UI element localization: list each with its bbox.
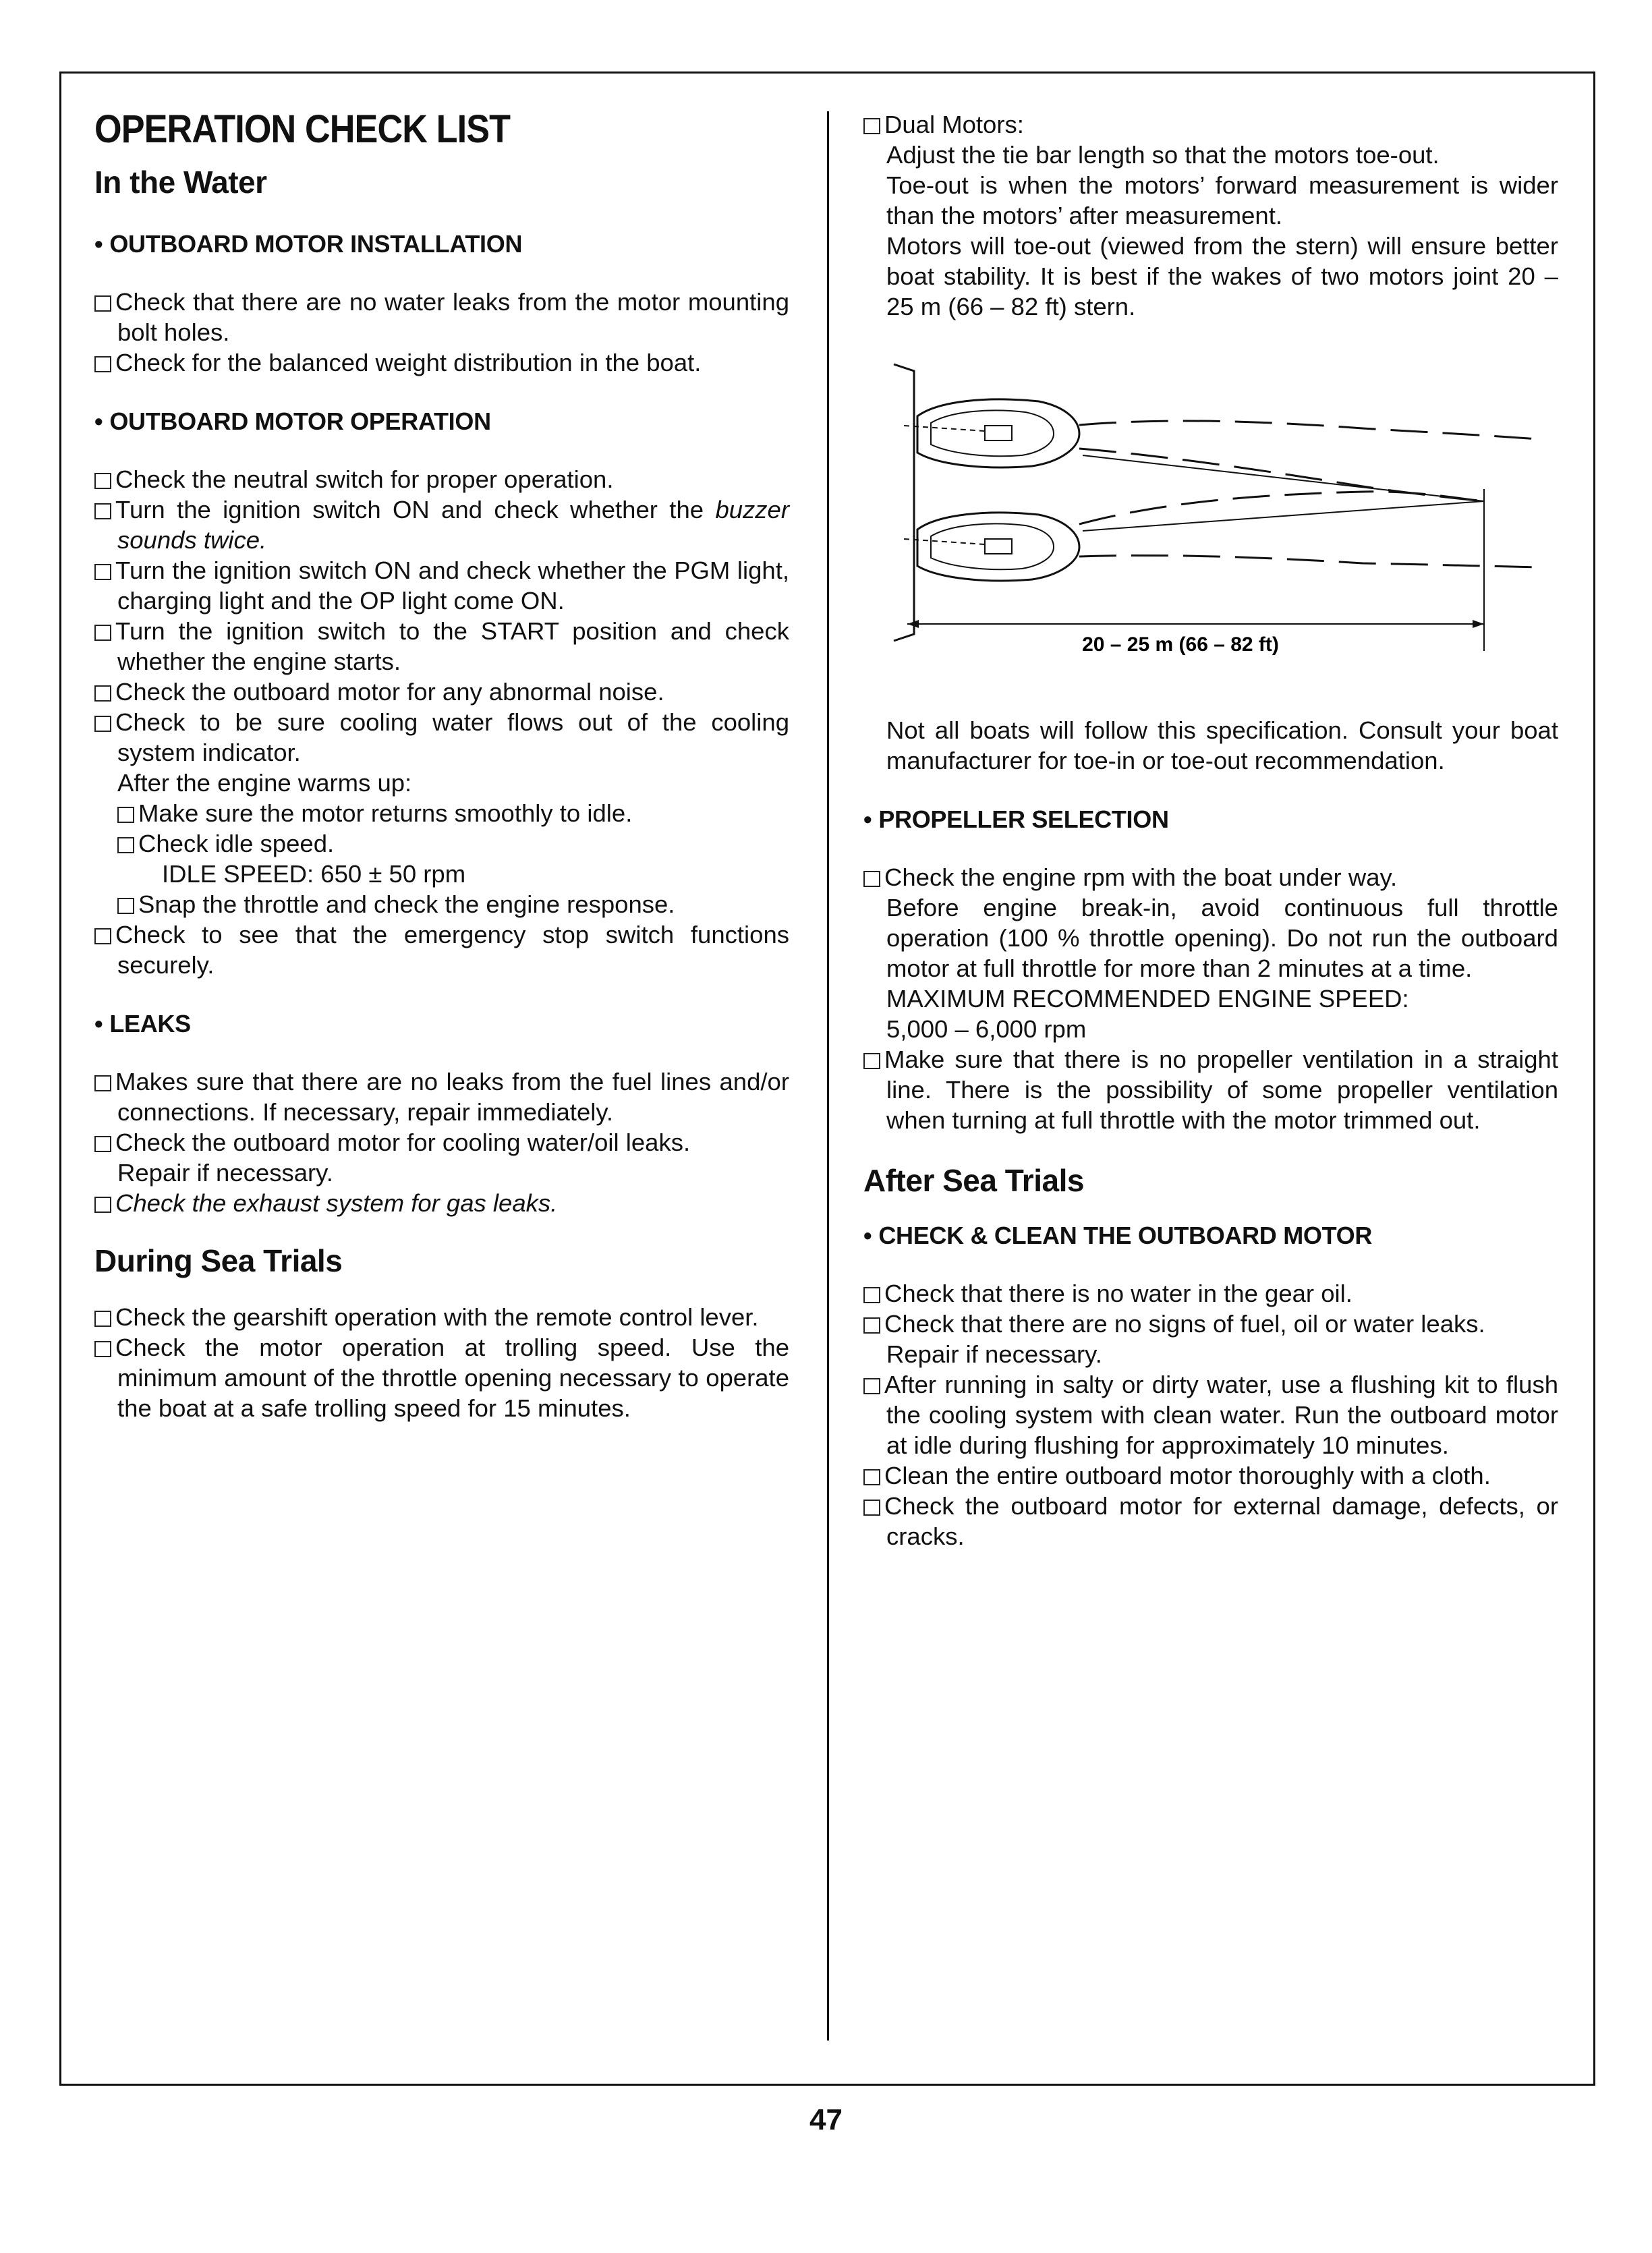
checklist-item — [94, 1188, 789, 1218]
subhead-installation — [94, 230, 789, 258]
checkbox-icon — [94, 1075, 111, 1091]
convergence-line-upper — [1083, 455, 1484, 501]
checklist-item — [94, 347, 789, 378]
column-divider — [827, 111, 829, 2041]
max-speed-label: MAXIMUM RECOMMENDED ENGINE SPEED: — [886, 985, 1409, 1013]
page-title: OPERATION CHECK LIST — [94, 107, 511, 151]
heading-after-sea-trials: After Sea Trials — [863, 1163, 1084, 1198]
arrowhead-right-icon — [1473, 620, 1484, 628]
subhead-propeller — [863, 805, 1558, 834]
subhead-installation-label: OUTBOARD MOTOR INSTALLATION — [109, 230, 523, 258]
bullet-icon: • — [863, 805, 872, 833]
checkbox-icon — [94, 564, 111, 580]
checklist-item-text: Turn the ignition switch ON and check whether the — [115, 496, 704, 523]
checkbox-icon — [94, 1311, 111, 1327]
checklist-item-text: Turn the ignition switch ON and check whether the PGM light, charging light and the OP light come ON. — [115, 557, 789, 615]
heading-during-sea-trials: During Sea Trials — [94, 1243, 343, 1278]
lower-wake-outer — [1079, 555, 1538, 567]
checkbox-icon — [117, 898, 134, 914]
checklist-item-text: Check the gearshift operation with the remote control lever. — [115, 1303, 759, 1331]
checklist-item — [863, 1460, 1558, 1491]
checklist-item-text: Dual Motors: — [884, 111, 1024, 138]
checklist-item — [94, 919, 789, 980]
checkbox-icon — [117, 807, 134, 823]
checklist-item-text: Check the outboard motor for cooling water/oil leaks. — [115, 1129, 691, 1156]
lower-motor-icon — [904, 513, 1079, 581]
checklist-item — [94, 616, 789, 677]
checkbox-icon — [94, 625, 111, 641]
checkbox-icon — [94, 473, 111, 489]
checklist-item-dual-motors — [863, 109, 1558, 140]
checklist-item — [863, 1491, 1558, 1551]
dual-motors-line: Toe-out is when the motors’ forward measurement is wider than the motors’ after measurement. — [886, 171, 1558, 229]
max-speed-value: 5,000 – 6,000 rpm — [886, 1015, 1087, 1043]
dual-motors-line: Motors will toe-out (viewed from the stern) will ensure better boat stability. It is best if the wakes of two motors joint 20 – 25 m (66 – 82 ft) stern. — [886, 232, 1558, 320]
lower-wake-inner — [1079, 492, 1484, 524]
checklist-item-text: Check that there are no signs of fuel, oil or water leaks. — [884, 1310, 1485, 1338]
checkbox-icon — [94, 1197, 111, 1213]
bullet-icon: • — [863, 1222, 872, 1249]
propeller-break-in-note: Before engine break-in, avoid continuous full throttle operation (100 % throttle opening). Do not run the outboard motor at full throttle for more than 2 minutes at a time. — [886, 894, 1558, 982]
checklist-item — [863, 1309, 1558, 1339]
checklist-subitem — [94, 889, 789, 919]
checklist-item-text: Turn the ignition switch to the START position and check whether the engine starts. — [115, 617, 789, 675]
checklist-item-text: Check the outboard motor for external damage, defects, or cracks. — [884, 1492, 1558, 1550]
subhead-check-clean — [863, 1222, 1558, 1250]
checklist-item — [94, 1066, 789, 1127]
checklist-item — [94, 287, 789, 347]
checklist-item-text: Check to be sure cooling water flows out of the cooling system indicator. — [115, 708, 789, 766]
checkbox-icon — [94, 356, 111, 372]
checkbox-icon — [94, 928, 111, 944]
subhead-propeller-label: PROPELLER SELECTION — [878, 805, 1169, 833]
checklist-item — [94, 677, 789, 707]
upper-motor-icon — [904, 399, 1079, 467]
distance-label: 20 – 25 m (66 – 82 ft) — [1082, 633, 1279, 656]
checklist-item — [94, 464, 789, 494]
checklist-item-text: After running in salty or dirty water, use a flushing kit to flush the cooling system with clean water. Run the outboard motor at idle during flushing for approximately 10 minutes. — [884, 1371, 1558, 1459]
checklist-item — [863, 1044, 1558, 1135]
checklist-item-text: Check the motor operation at trolling speed. Use the minimum amount of the throttle opening necessary to operate the boat at a safe trolling speed for 15 minutes. — [115, 1334, 789, 1422]
bullet-icon: • — [94, 1010, 103, 1037]
heading-in-the-water: In the Water — [94, 165, 267, 200]
subhead-check-clean-label: CHECK & CLEAN THE OUTBOARD MOTOR — [878, 1222, 1373, 1249]
checklist-item-text: Check idle speed. — [138, 830, 335, 857]
right-column-lower — [863, 715, 1558, 1551]
warm-up-intro: After the engine warms up: — [117, 769, 412, 797]
checkbox-icon — [863, 1317, 880, 1334]
checklist-item-text: Check for the balanced weight distribution in the boat. — [115, 349, 702, 376]
checklist-item — [94, 555, 789, 616]
checkbox-icon — [863, 1287, 880, 1303]
checkbox-icon — [863, 1500, 880, 1516]
checklist-item-text: Make sure the motor returns smoothly to idle. — [138, 799, 633, 827]
checkbox-icon — [863, 1469, 880, 1485]
checkbox-icon — [94, 716, 111, 732]
checklist-item-continuation: Repair if necessary. — [117, 1159, 333, 1187]
idle-speed-spec: IDLE SPEED: 650 ± 50 rpm — [162, 860, 466, 888]
checklist-item-text: Make sure that there is no propeller ventilation in a straight line. There is the possibility of some propeller ventilation when turning at full throttle with the motor trimmed out. — [884, 1046, 1558, 1134]
subhead-operation — [94, 407, 789, 436]
checklist-item — [863, 1369, 1558, 1460]
checkbox-icon — [94, 1136, 111, 1152]
checklist-item — [94, 707, 789, 768]
checklist-subitem — [94, 828, 789, 859]
checklist-item — [94, 1332, 789, 1423]
transom-outline — [894, 364, 914, 641]
checklist-item-text: Check to see that the emergency stop switch functions securely. — [115, 921, 789, 979]
checklist-item-text: Check that there are no water leaks from the motor mounting bolt holes. — [115, 288, 789, 346]
checklist-item — [94, 1302, 789, 1332]
bullet-icon: • — [94, 230, 103, 258]
checklist-item-text: Clean the entire outboard motor thoroughly with a cloth. — [884, 1462, 1491, 1489]
checkbox-icon — [863, 1053, 880, 1069]
checklist-item — [863, 862, 1558, 892]
toe-note: Not all boats will follow this specification. Consult your boat manufacturer for toe-in or toe-out recommendation. — [886, 716, 1558, 774]
checkbox-icon — [94, 685, 111, 702]
checklist-item-text: Makes sure that there are no leaks from the fuel lines and/or connections. If necessary, repair immediately. — [115, 1068, 789, 1126]
checkbox-icon — [94, 295, 111, 312]
checkbox-icon — [94, 1341, 111, 1357]
toe-out-diagram — [877, 354, 1551, 671]
subhead-operation-label: OUTBOARD MOTOR OPERATION — [109, 407, 491, 435]
checklist-item-text: Check the neutral switch for proper operation. — [115, 465, 614, 493]
checkbox-icon — [117, 837, 134, 853]
subhead-leaks — [94, 1010, 789, 1038]
checklist-item-text: Check the exhaust system for gas leaks. — [115, 1189, 558, 1217]
page-number: 47 — [809, 2103, 843, 2136]
convergence-line-lower — [1083, 501, 1484, 531]
checklist-item-text: Check the outboard motor for any abnormal noise. — [115, 678, 664, 706]
checkbox-icon — [863, 1378, 880, 1394]
checklist-item — [863, 1278, 1558, 1309]
checklist-item-text-italic: buzzer sounds twice. — [117, 496, 789, 554]
checkbox-icon — [94, 503, 111, 519]
checklist-item-continuation: Repair if necessary. — [886, 1340, 1102, 1368]
checklist-item-text: Check that there is no water in the gear oil. — [884, 1280, 1352, 1307]
checklist-subitem — [94, 798, 789, 828]
checklist-item — [94, 494, 789, 555]
checkbox-icon — [863, 118, 880, 134]
checkbox-icon — [863, 871, 880, 887]
checklist-item-text: Check the engine rpm with the boat under way. — [884, 863, 1398, 891]
dual-motors-line: Adjust the tie bar length so that the motors toe-out. — [886, 141, 1440, 169]
checklist-item — [94, 1127, 789, 1158]
checklist-item-text: Snap the throttle and check the engine response. — [138, 890, 675, 918]
right-column — [863, 101, 1558, 322]
bullet-icon: • — [94, 407, 103, 435]
subhead-leaks-label: LEAKS — [109, 1010, 191, 1037]
left-column — [94, 101, 789, 1423]
upper-wake-outer — [1079, 421, 1538, 439]
